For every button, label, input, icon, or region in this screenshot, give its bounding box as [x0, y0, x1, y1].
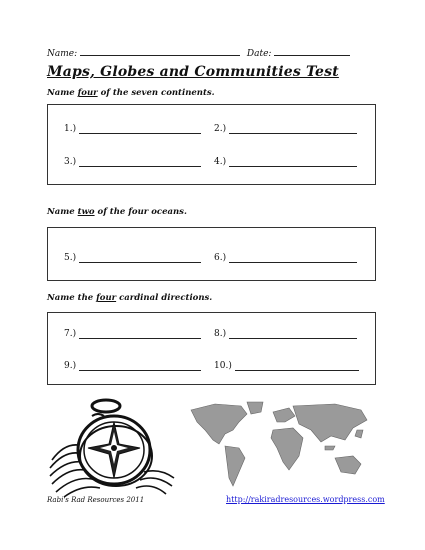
item-number: 2.): [214, 124, 227, 134]
answer-row: [64, 328, 201, 339]
item-number: 4.): [214, 157, 227, 167]
instruction-text: Name: [47, 207, 78, 217]
instruction-text: cardinal directions.: [116, 293, 213, 303]
instruction-text: Name the: [47, 293, 97, 303]
world-map-illustration: [185, 400, 375, 495]
answer-row: [64, 252, 201, 263]
instruction-text: of the four oceans.: [94, 207, 187, 217]
answer-line[interactable]: [79, 123, 201, 134]
name-label: Name:: [47, 49, 78, 59]
answer-line[interactable]: [79, 252, 201, 263]
item-number: 9.): [64, 361, 77, 371]
section-1-instruction: [47, 88, 215, 98]
answer-line[interactable]: [229, 123, 357, 134]
answer-row: [214, 328, 357, 339]
answer-line[interactable]: [235, 360, 359, 371]
instruction-emphasis: four: [96, 293, 117, 303]
section-1-box: [47, 104, 376, 185]
instruction-emphasis: four: [77, 88, 98, 98]
answer-line[interactable]: [229, 156, 357, 167]
footer-link[interactable]: http://rakiradresources.wordpress.com: [226, 495, 385, 504]
answer-row: [64, 123, 201, 134]
date-field[interactable]: [274, 46, 350, 56]
name-date-row: [47, 46, 350, 59]
answer-line[interactable]: [79, 360, 201, 371]
footer-credit: Rabi's Rad Resources 2011: [47, 496, 145, 504]
instruction-text: Name: [47, 88, 78, 98]
item-number: 7.): [64, 329, 77, 339]
answer-line[interactable]: [79, 156, 201, 167]
answer-line[interactable]: [229, 252, 357, 263]
item-number: 3.): [64, 157, 77, 167]
item-number: 1.): [64, 124, 77, 134]
answer-line[interactable]: [79, 328, 201, 339]
name-field[interactable]: [80, 46, 240, 56]
item-number: 6.): [214, 253, 227, 263]
answer-line[interactable]: [229, 328, 357, 339]
item-number: 8.): [214, 329, 227, 339]
instruction-emphasis: two: [77, 207, 95, 217]
answer-row: [214, 123, 357, 134]
section-2-instruction: [47, 207, 187, 217]
item-number: 10.): [214, 361, 232, 371]
compass-illustration: [48, 398, 178, 498]
answer-row: [214, 156, 357, 167]
page-title: Maps, Globes and Communities Test: [47, 64, 339, 80]
section-2-box: [47, 227, 376, 281]
answer-row: [214, 252, 357, 263]
answer-row: [64, 360, 201, 371]
item-number: 5.): [64, 253, 77, 263]
instruction-text: of the seven continents.: [97, 88, 215, 98]
section-3-instruction: [47, 293, 212, 303]
section-3-box: [47, 312, 376, 385]
answer-row: [64, 156, 201, 167]
answer-row: [214, 360, 359, 371]
date-label: Date:: [246, 49, 272, 59]
